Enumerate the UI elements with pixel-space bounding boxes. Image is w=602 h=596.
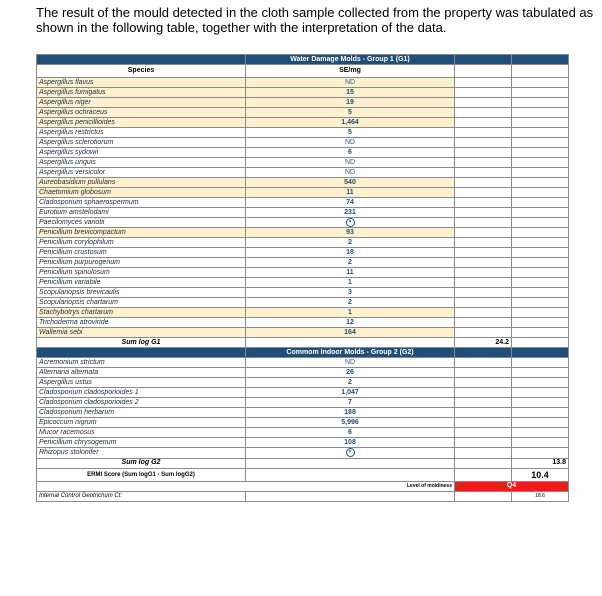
table-row [37,218,569,228]
species-name: Paecilomyces variotii [37,218,246,228]
species-name: Aspergillus niger [37,98,246,108]
species-name: Chaetomium globosum [37,188,246,198]
table-row [37,198,569,208]
sum-g1-row-label: Sum log G1 [37,338,246,348]
se-value: 19 [246,98,455,108]
se-value: 1 [246,278,455,288]
species-name: Scopulariopsis chartarum [37,298,246,308]
table-row [37,298,569,308]
se-value: ND [246,358,455,368]
species-name: Aspergillus fumigatus [37,88,246,98]
table-row [37,308,569,318]
table-row [37,438,569,448]
ermi-row [37,468,569,481]
group1-header-row [37,55,569,65]
se-value: 12 [246,318,455,328]
se-value: ND [246,158,455,168]
se-value: 11 [246,188,455,198]
mould-results-table [36,54,569,502]
se-value: 2 [246,258,455,268]
se-value: 6 [246,148,455,158]
level-row [37,481,569,491]
se-value: 188 [246,408,455,418]
sum-g1-row-value: 24.2 [455,338,512,348]
group2-title: Commom Indoor Molds - Group 2 (G2) [246,348,455,358]
table-row [37,268,569,278]
species-name: Penicillium chrysogenum [37,438,246,448]
ermi-label: ERMI Score (Sum logG1 - Sum logG2) [37,468,246,481]
group2-header-row [37,348,569,358]
species-name: Aureobasidium pullulans [37,178,246,188]
table-row [37,418,569,428]
se-value: 18 [246,248,455,258]
table-row [37,88,569,98]
se-value: 11 [246,268,455,278]
table-row [37,108,569,118]
control-row [37,491,569,501]
species-name: Scopulariopsis brevicaulis [37,288,246,298]
species-name: Aspergillus flavus [37,78,246,88]
table-row [37,138,569,148]
table-row [37,238,569,248]
species-name: Mucor racemosus [37,428,246,438]
table-row [37,178,569,188]
se-value: 2 [246,238,455,248]
se-value: 1 [246,308,455,318]
table-row [37,128,569,138]
table-row [37,78,569,88]
se-value: 1,464 [246,118,455,128]
se-value: 1,047 [246,388,455,398]
ermi-value: 10.4 [512,468,569,481]
column-header-row [37,65,569,78]
species-name: Penicillium crustosum [37,248,246,258]
se-value: 93 [246,228,455,238]
sum-g2-row-label: Sum log G2 [37,458,246,468]
sum-g2-row [37,458,569,468]
species-name: Penicillium purpurogenum [37,258,246,268]
species-name: Penicillium corylophilum [37,238,246,248]
table-row [37,318,569,328]
species-name: Aspergillus penicillioides [37,118,246,128]
table-row [37,168,569,178]
table-row [37,378,569,388]
species-name: Cladosporium sphaerospermum [37,198,246,208]
se-value: 7 [246,398,455,408]
sum-g1-row [37,338,569,348]
species-name: Aspergillus sclerotiorum [37,138,246,148]
level-value: Q4 [455,481,569,491]
species-name: Aspergillus restrictus [37,128,246,138]
table-row [37,448,569,458]
undetermined-icon: × [346,218,355,227]
se-value: 108 [246,438,455,448]
table-row [37,158,569,168]
se-value: ND [246,78,455,88]
table-row [37,358,569,368]
species-name: Aspergillus versicolor [37,168,246,178]
se-value: 5 [246,128,455,138]
se-value: 2 [246,298,455,308]
se-value: 74 [246,198,455,208]
table-row [37,408,569,418]
species-name: Wallemia sebi [37,328,246,338]
table-row [37,398,569,408]
table-row [37,388,569,398]
se-value: 164 [246,328,455,338]
se-value: 15 [246,88,455,98]
species-name: Rhizopus stolonifer [37,448,246,458]
table-row [37,228,569,238]
se-column-header: SE/mg [246,65,455,78]
table-row [37,148,569,158]
species-name: Cladosporium cladosporioides 2 [37,398,246,408]
species-name: Aspergillus unguis [37,158,246,168]
species-name: Aspergillus ochraceus [37,108,246,118]
species-name: Alternaria alternata [37,368,246,378]
species-column-header: Species [37,65,246,78]
table-row [37,328,569,338]
se-value: ND [246,138,455,148]
undetermined-icon: × [346,448,355,457]
se-value: 5,996 [246,418,455,428]
species-name: Trichoderma atroviride [37,318,246,328]
se-value: 26 [246,368,455,378]
se-value [246,218,455,228]
species-name: Penicillium variabile [37,278,246,288]
sum-g2-row-value: 13.8 [512,458,569,468]
se-value: 3 [246,288,455,298]
level-label: Level of moldiness [246,481,455,491]
se-value: 231 [246,208,455,218]
species-name: Cladosporium cladosporioides 1 [37,388,246,398]
table-row [37,288,569,298]
se-value: 5 [246,108,455,118]
table-row [37,258,569,268]
se-value: 6 [246,428,455,438]
species-name: Aspergillus ustus [37,378,246,388]
control-value: 18.6 [512,491,569,501]
species-name: Acremonium strictum [37,358,246,368]
species-name: Eurotium amstelodami [37,208,246,218]
species-name: Epicoccum nigrum [37,418,246,428]
species-name: Penicillium brevicompactum [37,228,246,238]
group1-title: Water Damage Molds - Group 1 (G1) [246,55,455,65]
table-row [37,98,569,108]
table-row [37,208,569,218]
se-value: 540 [246,178,455,188]
species-name: Stachybotrys chartarum [37,308,246,318]
control-label: Internal Control Geotrichum Ct: [37,491,246,501]
table-row [37,118,569,128]
table-row [37,368,569,378]
table-row [37,248,569,258]
se-value: 2 [246,378,455,388]
table-row [37,188,569,198]
table-row [37,278,569,288]
species-name: Penicillium spinulosum [37,268,246,278]
table-row [37,428,569,438]
species-name: Aspergillus sydowii [37,148,246,158]
se-value [246,448,455,458]
se-value: ND [246,168,455,178]
intro-paragraph: The result of the mould detected in the cloth sample collected from the property was tabulated as shown in the following table, together with the interpretation of the data. [36,5,594,35]
species-name: Cladosporium herbarum [37,408,246,418]
